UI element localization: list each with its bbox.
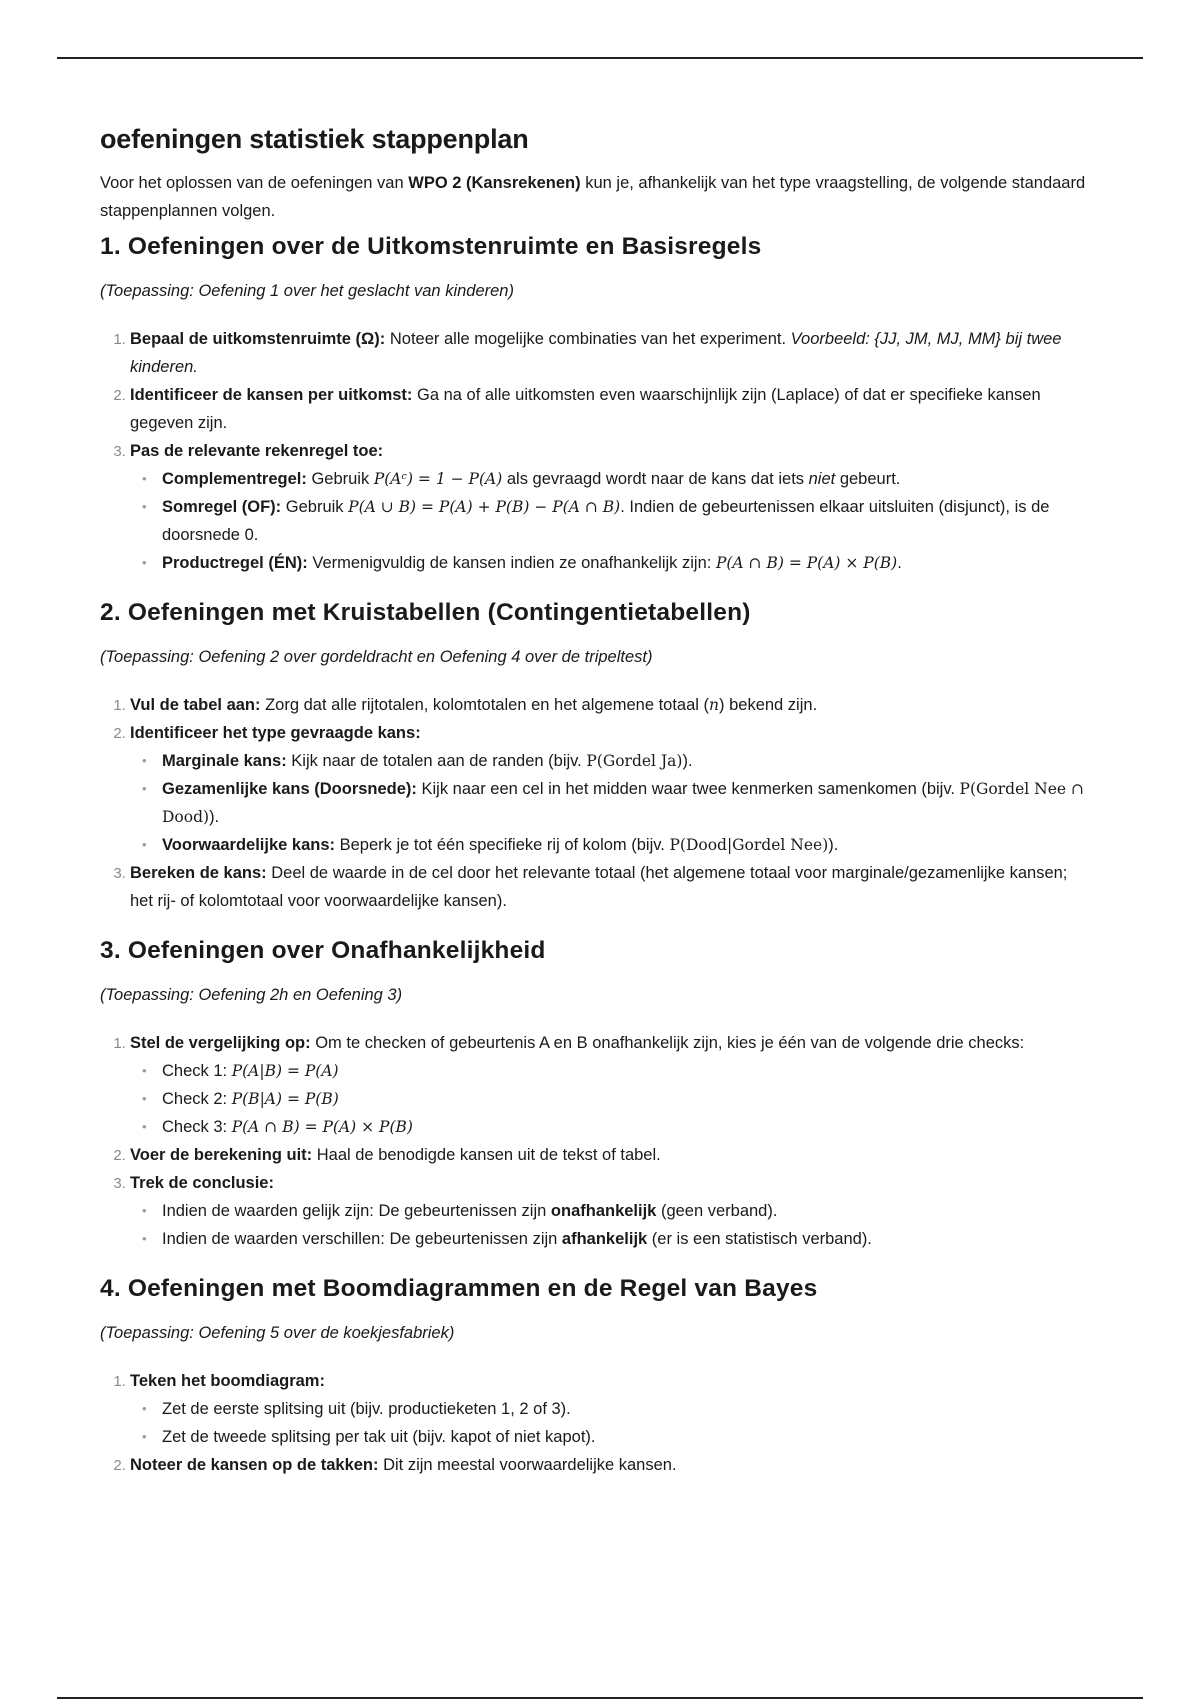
section-1-application: (Toepassing: Oefening 1 over het geslacht van kinderen): [100, 282, 514, 300]
section-4-steps: [100, 1367, 1090, 1479]
formula: P(A ∪ B) = P(A) + P(B) − P(A ∩ B): [348, 498, 621, 516]
section-2-application: (Toepassing: Oefening 2 over gordeldracht en Oefening 4 over de tripeltest): [100, 648, 653, 666]
list-item: • Zet de tweede splitsing per tak uit (bijv. kapot of niet kapot).: [162, 1423, 1090, 1451]
list-item: • Marginale kans: Kijk naar de totalen aan de randen (bijv. P(Gordel Ja)).: [162, 747, 1090, 775]
list-item: 3. Trek de conclusie: • Indien de waarden gelijk zijn: De gebeurtenissen zijn onafhankelijk (geen verband). • Indien de waarden verschillen: De gebeurtenissen zijn afhankelijk (er is een statistisch verband).: [130, 1169, 1090, 1253]
bottom-rule: [57, 1697, 1143, 1699]
list-item: • Check 2: P(B|A) = P(B): [162, 1085, 1090, 1113]
section-3-steps: [100, 1029, 1090, 1253]
section-3-heading: 3. Oefeningen over Onafhankelijkheid: [100, 937, 546, 964]
sub-list: [130, 1395, 1090, 1451]
top-rule: [57, 57, 1143, 59]
formula: P(A ∩ B) = P(A) × P(B): [231, 1118, 413, 1136]
list-item: 3. Pas de relevante rekenregel toe: • Complementregel: Gebruik P(Aᶜ) = 1 − P(A) als gevraagd wordt naar de kans dat iets niet gebeurt. • Somregel (OF): Gebruik P(A ∪ B) = P(A) + P(B) − P(A ∩ B). Indien de gebeurtenissen elkaar uitsluiten (disjunct), is de doorsnede 0. • Productregel (ÉN): Vermenigvuldig de kansen indien ze onafhankelijk zijn: P(A ∩ B) = P(A) × P(B).: [130, 437, 1090, 577]
formula: P(Gordel Ja): [586, 752, 683, 770]
list-item: • Zet de eerste splitsing uit (bijv. productieketen 1, 2 of 3).: [162, 1395, 1090, 1423]
section-1-heading: 1. Oefeningen over de Uitkomstenruimte en Basisregels: [100, 233, 762, 260]
sub-list: [130, 1057, 1090, 1141]
list-item: 2. Identificeer de kansen per uitkomst: Ga na of alle uitkomsten even waarschijnlijk zijn (Laplace) of dat er specifieke kansen gegeven zijn.: [130, 381, 1090, 437]
list-item: • Check 1: P(A|B) = P(A): [162, 1057, 1090, 1085]
sub-list: [130, 465, 1090, 577]
formula: P(Gordel Nee ∩ Dood): [162, 780, 1084, 826]
list-item: 2. Noteer de kansen op de takken: Dit zijn meestal voorwaardelijke kansen.: [130, 1451, 1090, 1479]
list-item: • Somregel (OF): Gebruik P(A ∪ B) = P(A) + P(B) − P(A ∩ B). Indien de gebeurtenissen elkaar uitsluiten (disjunct), is de doorsnede 0.: [162, 493, 1090, 549]
list-item: 1. Bepaal de uitkomstenruimte (Ω): Noteer alle mogelijke combinaties van het experiment. Voorbeeld: {JJ, JM, MJ, MM} bij twee kinderen.: [130, 325, 1090, 381]
formula: P(Dood|Gordel Nee): [669, 836, 829, 854]
section-1-steps: [100, 325, 1090, 577]
list-item: 1. Vul de tabel aan: Zorg dat alle rijtotalen, kolomtotalen en het algemene totaal (n) bekend zijn.: [130, 691, 1090, 719]
list-item: • Complementregel: Gebruik P(Aᶜ) = 1 − P(A) als gevraagd wordt naar de kans dat iets niet gebeurt.: [162, 465, 1090, 493]
list-item: • Indien de waarden verschillen: De gebeurtenissen zijn afhankelijk (er is een statistisch verband).: [162, 1225, 1090, 1253]
formula: P(A|B) = P(A): [231, 1062, 339, 1080]
list-item: 1. Stel de vergelijking op: Om te checken of gebeurtenis A en B onafhankelijk zijn, kies je één van de volgende drie checks: • Check 1: P(A|B) = P(A) • Check 2: P(B|A) = P(B) • Check 3: P(A ∩ B) = P(A) × P(B): [130, 1029, 1090, 1141]
section-3-application: (Toepassing: Oefening 2h en Oefening 3): [100, 986, 403, 1004]
list-item: 1. Teken het boomdiagram: • Zet de eerste splitsing uit (bijv. productieketen 1, 2 of 3). • Zet de tweede splitsing per tak uit (bijv. kapot of niet kapot).: [130, 1367, 1090, 1451]
list-item: • Productregel (ÉN): Vermenigvuldig de kansen indien ze onafhankelijk zijn: P(A ∩ B) = P(A) × P(B).: [162, 549, 1090, 577]
intro-paragraph: Voor het oplossen van de oefeningen van WPO 2 (Kansrekenen) kun je, afhankelijk van het type vraagstelling, de volgende standaard stappenplannen volgen.: [100, 174, 1086, 220]
list-item: • Gezamenlijke kans (Doorsnede): Kijk naar een cel in het midden waar twee kenmerken samenkomen (bijv. P(Gordel Nee ∩ Dood)).: [162, 775, 1090, 831]
sub-list: [130, 1197, 1090, 1253]
page-title: oefeningen statistiek stappenplan: [100, 124, 529, 154]
list-item: 3. Bereken de kans: Deel de waarde in de cel door het relevante totaal (het algemene totaal voor marginale/gezamenlijke kansen; het rij- of kolomtotaal voor voorwaardelijke kansen).: [130, 859, 1090, 915]
section-4-application: (Toepassing: Oefening 5 over de koekjesfabriek): [100, 1324, 455, 1342]
formula: P(B|A) = P(B): [231, 1090, 339, 1108]
list-item: • Voorwaardelijke kans: Beperk je tot één specifieke rij of kolom (bijv. P(Dood|Gordel Nee)).: [162, 831, 1090, 859]
list-item: • Indien de waarden gelijk zijn: De gebeurtenissen zijn onafhankelijk (geen verband).: [162, 1197, 1090, 1225]
formula: P(A ∩ B) = P(A) × P(B): [715, 554, 898, 572]
section-4-heading: 4. Oefeningen met Boomdiagrammen en de Regel van Bayes: [100, 1275, 818, 1302]
formula: n: [709, 696, 720, 714]
list-item: • Check 3: P(A ∩ B) = P(A) × P(B): [162, 1113, 1090, 1141]
section-2-steps: [100, 691, 1090, 915]
section-2-heading: 2. Oefeningen met Kruistabellen (Contingentietabellen): [100, 599, 751, 626]
list-item: 2. Identificeer het type gevraagde kans: • Marginale kans: Kijk naar de totalen aan de randen (bijv. P(Gordel Ja)). • Gezamenlijke kans (Doorsnede): Kijk naar een cel in het midden waar twee kenmerken samenkomen (bijv. P(Gordel Nee ∩ Dood)). • Voorwaardelijke kans: Beperk je tot één specifieke rij of kolom (bijv. P(Dood|Gordel Nee)).: [130, 719, 1090, 859]
list-item: 2. Voer de berekening uit: Haal de benodigde kansen uit de tekst of tabel.: [130, 1141, 1090, 1169]
formula: P(Aᶜ) = 1 − P(A): [373, 470, 503, 488]
sub-list: [130, 747, 1090, 859]
document-body: [100, 108, 1090, 1501]
